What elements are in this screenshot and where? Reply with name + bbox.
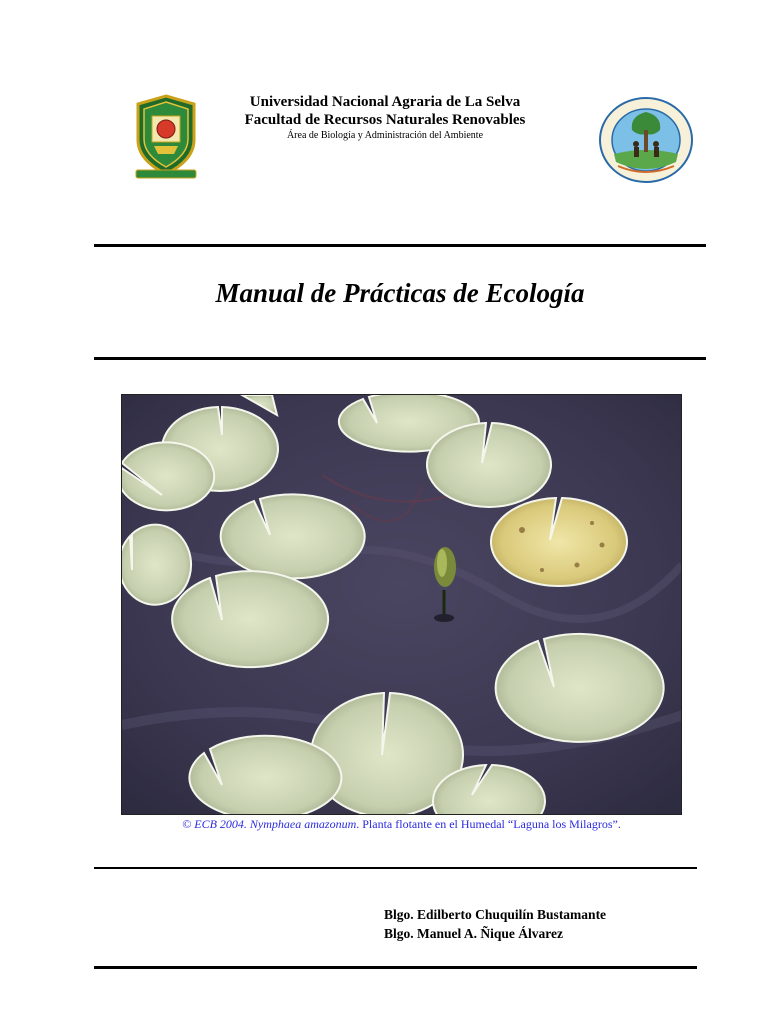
- top-divider: [94, 244, 706, 247]
- authors-top-divider: [94, 867, 697, 869]
- university-name: Universidad Nacional Agraria de La Selva: [249, 94, 521, 110]
- title-divider: [94, 357, 706, 360]
- author-name: Blgo. Edilberto Chuquilín Bustamante: [384, 907, 607, 922]
- caption-text: . Planta flotante en el Humedal “Laguna los Milagros”.: [356, 817, 621, 831]
- caption-species: Nymphaea amazonum: [249, 817, 357, 831]
- water-lily-photo: [121, 394, 682, 815]
- area-name: Área de Biología y Administración del Ambiente: [286, 130, 484, 141]
- faculty-seal-icon: [598, 96, 694, 184]
- author-name: Blgo. Manuel A. Ñique Álvarez: [384, 926, 564, 941]
- photo-caption: [121, 817, 682, 832]
- bottom-divider: [94, 966, 697, 969]
- faculty-name: Facultad de Recursos Naturales Renovables: [244, 112, 526, 128]
- university-seal-icon: [132, 94, 200, 182]
- document-title: Manual de Prácticas de Ecología: [215, 278, 585, 308]
- authors-block: [384, 905, 606, 943]
- institution-header: [200, 93, 570, 142]
- caption-credit: © ECB 2004.: [182, 817, 247, 831]
